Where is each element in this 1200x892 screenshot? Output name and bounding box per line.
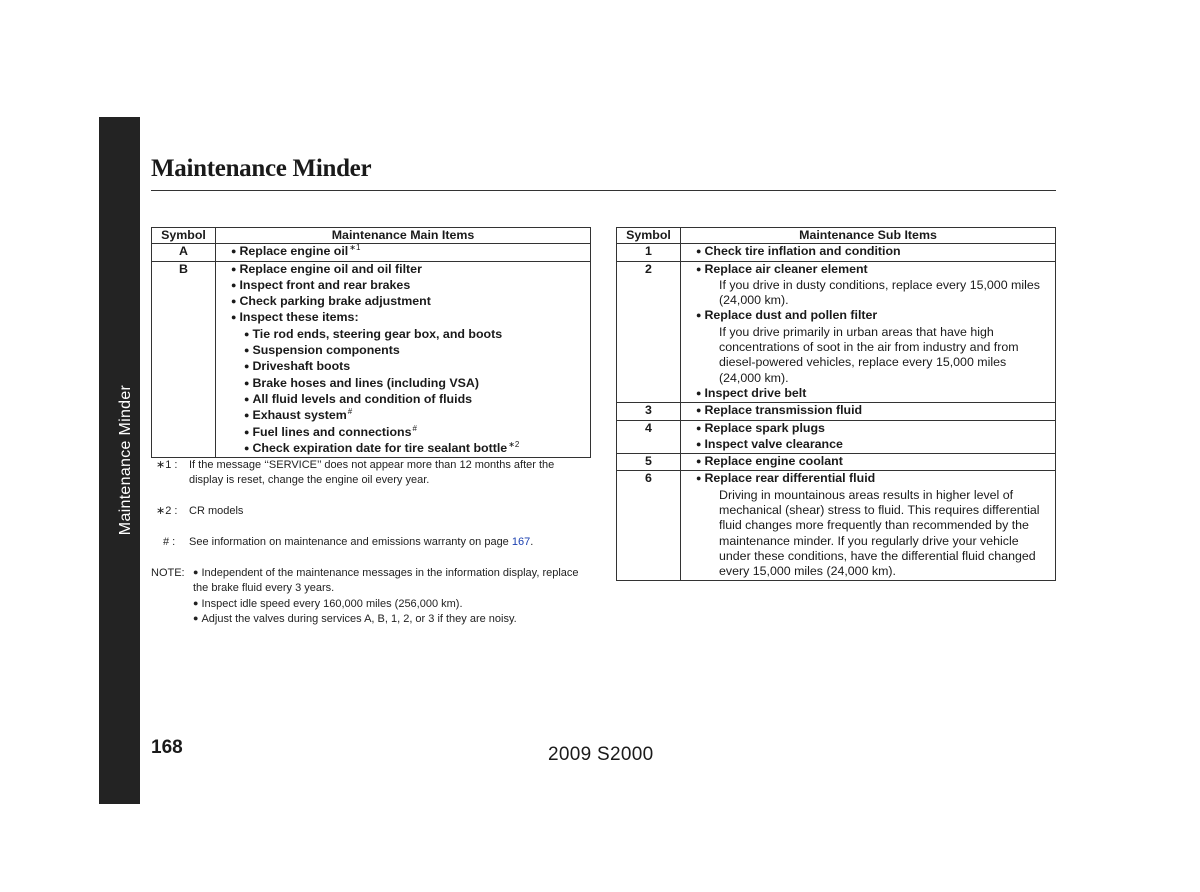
bullet-icon: ● [231,296,237,307]
items-cell [681,244,1056,261]
items-cell [216,244,591,261]
list-item [681,454,1055,470]
list-item [681,421,1055,437]
items-cell [681,454,1056,471]
item-text: Inspect valve clearance [704,436,843,451]
sub-table-header [617,228,1056,244]
bullet-icon: ● [696,405,702,416]
list-item [216,294,590,310]
footnote-marker: # [412,423,417,433]
bullet-icon: ● [231,312,237,323]
bullet-icon: ● [193,567,199,577]
list-item [216,262,590,278]
footnote-1 [151,458,591,490]
header-sub-items: Maintenance Sub Items [681,228,1056,244]
list-item [681,244,1055,260]
table-row [617,403,1056,420]
bullet-icon: ● [696,263,702,274]
list-item [216,408,590,424]
side-tab-label: Maintenance Minder [117,384,134,536]
item-text: Inspect drive belt [704,385,807,400]
item-text: Check expiration date for tire sealant bottle [252,440,508,455]
bullet-icon: ● [244,377,250,388]
list-item [681,437,1055,453]
items-cell [681,261,1056,403]
footnote-3-mark: # : [163,536,176,548]
list-item [216,310,590,326]
note-item-text: Independent of the maintenance messages in the information display, replace the brake fluid every 3 years. [193,567,579,595]
list-item [216,359,590,375]
header-symbol: Symbol [152,228,216,244]
footnote-3-text [189,535,589,550]
items-cell [681,420,1056,454]
item-text: Replace air cleaner element [704,261,868,276]
bullet-icon: ● [244,361,250,372]
note-item-text: Inspect idle speed every 160,000 miles (256,000 km). [201,598,463,610]
list-item [681,471,1055,487]
sub-items-table [616,227,1056,581]
bullet-icon: ● [244,426,250,437]
bullet-icon: ● [696,422,702,433]
bullet-icon: ● [696,438,702,449]
header-main-items: Maintenance Main Items [216,228,591,244]
title-divider [151,190,1056,191]
item-text: Replace dust and pollen filter [704,308,878,323]
bullet-icon: ● [244,345,250,356]
main-table-header [152,228,591,244]
footnote-3-body: See information on maintenance and emissions warranty on page [189,536,509,548]
note-label: NOTE: [151,567,185,579]
item-text: Brake hoses and lines (including VSA) [252,375,479,390]
footnote-3-end: . [530,536,534,548]
item-text: Replace engine coolant [704,454,843,469]
item-text: Replace engine oil and oil filter [239,261,422,276]
item-text: Check tire inflation and condition [704,244,901,259]
footnote-2-text: CR models [189,505,244,517]
bullet-icon: ● [193,598,199,608]
item-description: If you drive in dusty conditions, replace every 15,000 miles (24,000 km). [719,277,1040,308]
footnote-1-mark: ∗1 : [156,459,178,471]
note-item [193,597,583,612]
item-text: Inspect these items: [239,310,359,325]
list-item [681,308,1055,324]
table-row [152,261,591,458]
item-description: Driving in mountainous areas results in higher level of mechanical (shear) stress to fluid. This requires differential fluid changes more frequently than recommended by the maintenance minder. If you regularly drive your vehicle under these conditions, have the differential fluid changed every 15,000 miles (24,000 km). [719,487,1040,579]
list-item [681,262,1055,278]
symbol-cell: 5 [617,454,681,471]
table-row [617,420,1056,454]
bullet-icon: ● [244,442,250,453]
footnote-3 [151,535,591,551]
list-item [216,244,590,260]
main-items-table [151,227,591,458]
item-text: Replace rear differential fluid [704,471,876,486]
page-number: 168 [151,737,183,758]
page-link[interactable]: 167 [511,536,531,548]
table-row [617,471,1056,580]
note-item [193,566,583,597]
symbol-cell: A [152,244,216,261]
bullet-icon: ● [696,387,702,398]
table-row [617,244,1056,261]
symbol-cell: B [152,261,216,458]
bullet-icon: ● [244,410,250,421]
item-text: Replace engine oil [239,244,349,259]
items-cell [216,261,591,458]
note-item [193,612,583,627]
list-item [216,392,590,408]
bullet-icon: ● [231,246,237,257]
table-row [152,244,591,261]
item-text: Replace transmission fluid [704,403,863,418]
bullet-icon: ● [231,263,237,274]
item-text: Check parking brake adjustment [239,294,431,309]
list-item [216,278,590,294]
item-text: Exhaust system [252,408,347,423]
items-cell [681,403,1056,420]
list-item [216,441,590,457]
item-text: All fluid levels and condition of fluids [252,391,473,406]
item-text: Inspect front and rear brakes [239,277,411,292]
item-text: Driveshaft boots [252,359,351,374]
item-description: If you drive primarily in urban areas that have high concentrations of soot in the air from industry and from diesel-powered vehicles, replace every 15,000 miles (24,000 km). [719,324,1019,385]
symbol-cell: 2 [617,261,681,403]
footnote-marker: ∗2 [508,439,520,449]
item-text: Fuel lines and connections [252,424,412,439]
list-item [216,327,590,343]
page-title: Maintenance Minder [151,155,372,182]
bullet-icon: ● [244,393,250,404]
item-text: Replace spark plugs [704,420,825,435]
footnote-marker: # [347,407,353,417]
list-item [681,386,1055,402]
symbol-cell: 4 [617,420,681,454]
footnote-2 [151,504,591,520]
symbol-cell: 3 [617,403,681,420]
footnote-1-text: If the message ‘‘SERVICE’’ does not appear more than 12 months after the display is reset, change the engine oil every year. [189,459,555,487]
items-cell [681,471,1056,580]
symbol-cell: 1 [617,244,681,261]
bullet-icon: ● [244,328,250,339]
note-item-text: Adjust the valves during services A, B, 1, 2, or 3 if they are noisy. [201,613,517,625]
note-block [151,566,591,630]
header-symbol: Symbol [617,228,681,244]
list-item [681,403,1055,419]
model-footer: 2009 S2000 [548,744,654,765]
bullet-icon: ● [696,456,702,467]
bullet-icon: ● [231,279,237,290]
table-row [617,261,1056,403]
bullet-icon: ● [193,613,199,623]
bullet-icon: ● [696,473,702,484]
symbol-cell: 6 [617,471,681,580]
table-row [617,454,1056,471]
list-item [216,376,590,392]
list-item [216,425,590,441]
list-item [216,343,590,359]
item-text: Tie rod ends, steering gear box, and boots [252,326,503,341]
footnote-2-mark: ∗2 : [156,505,178,517]
bullet-icon: ● [696,310,702,321]
footnote-marker: ∗1 [349,243,361,253]
bullet-icon: ● [696,246,702,257]
item-text: Suspension components [252,343,400,358]
